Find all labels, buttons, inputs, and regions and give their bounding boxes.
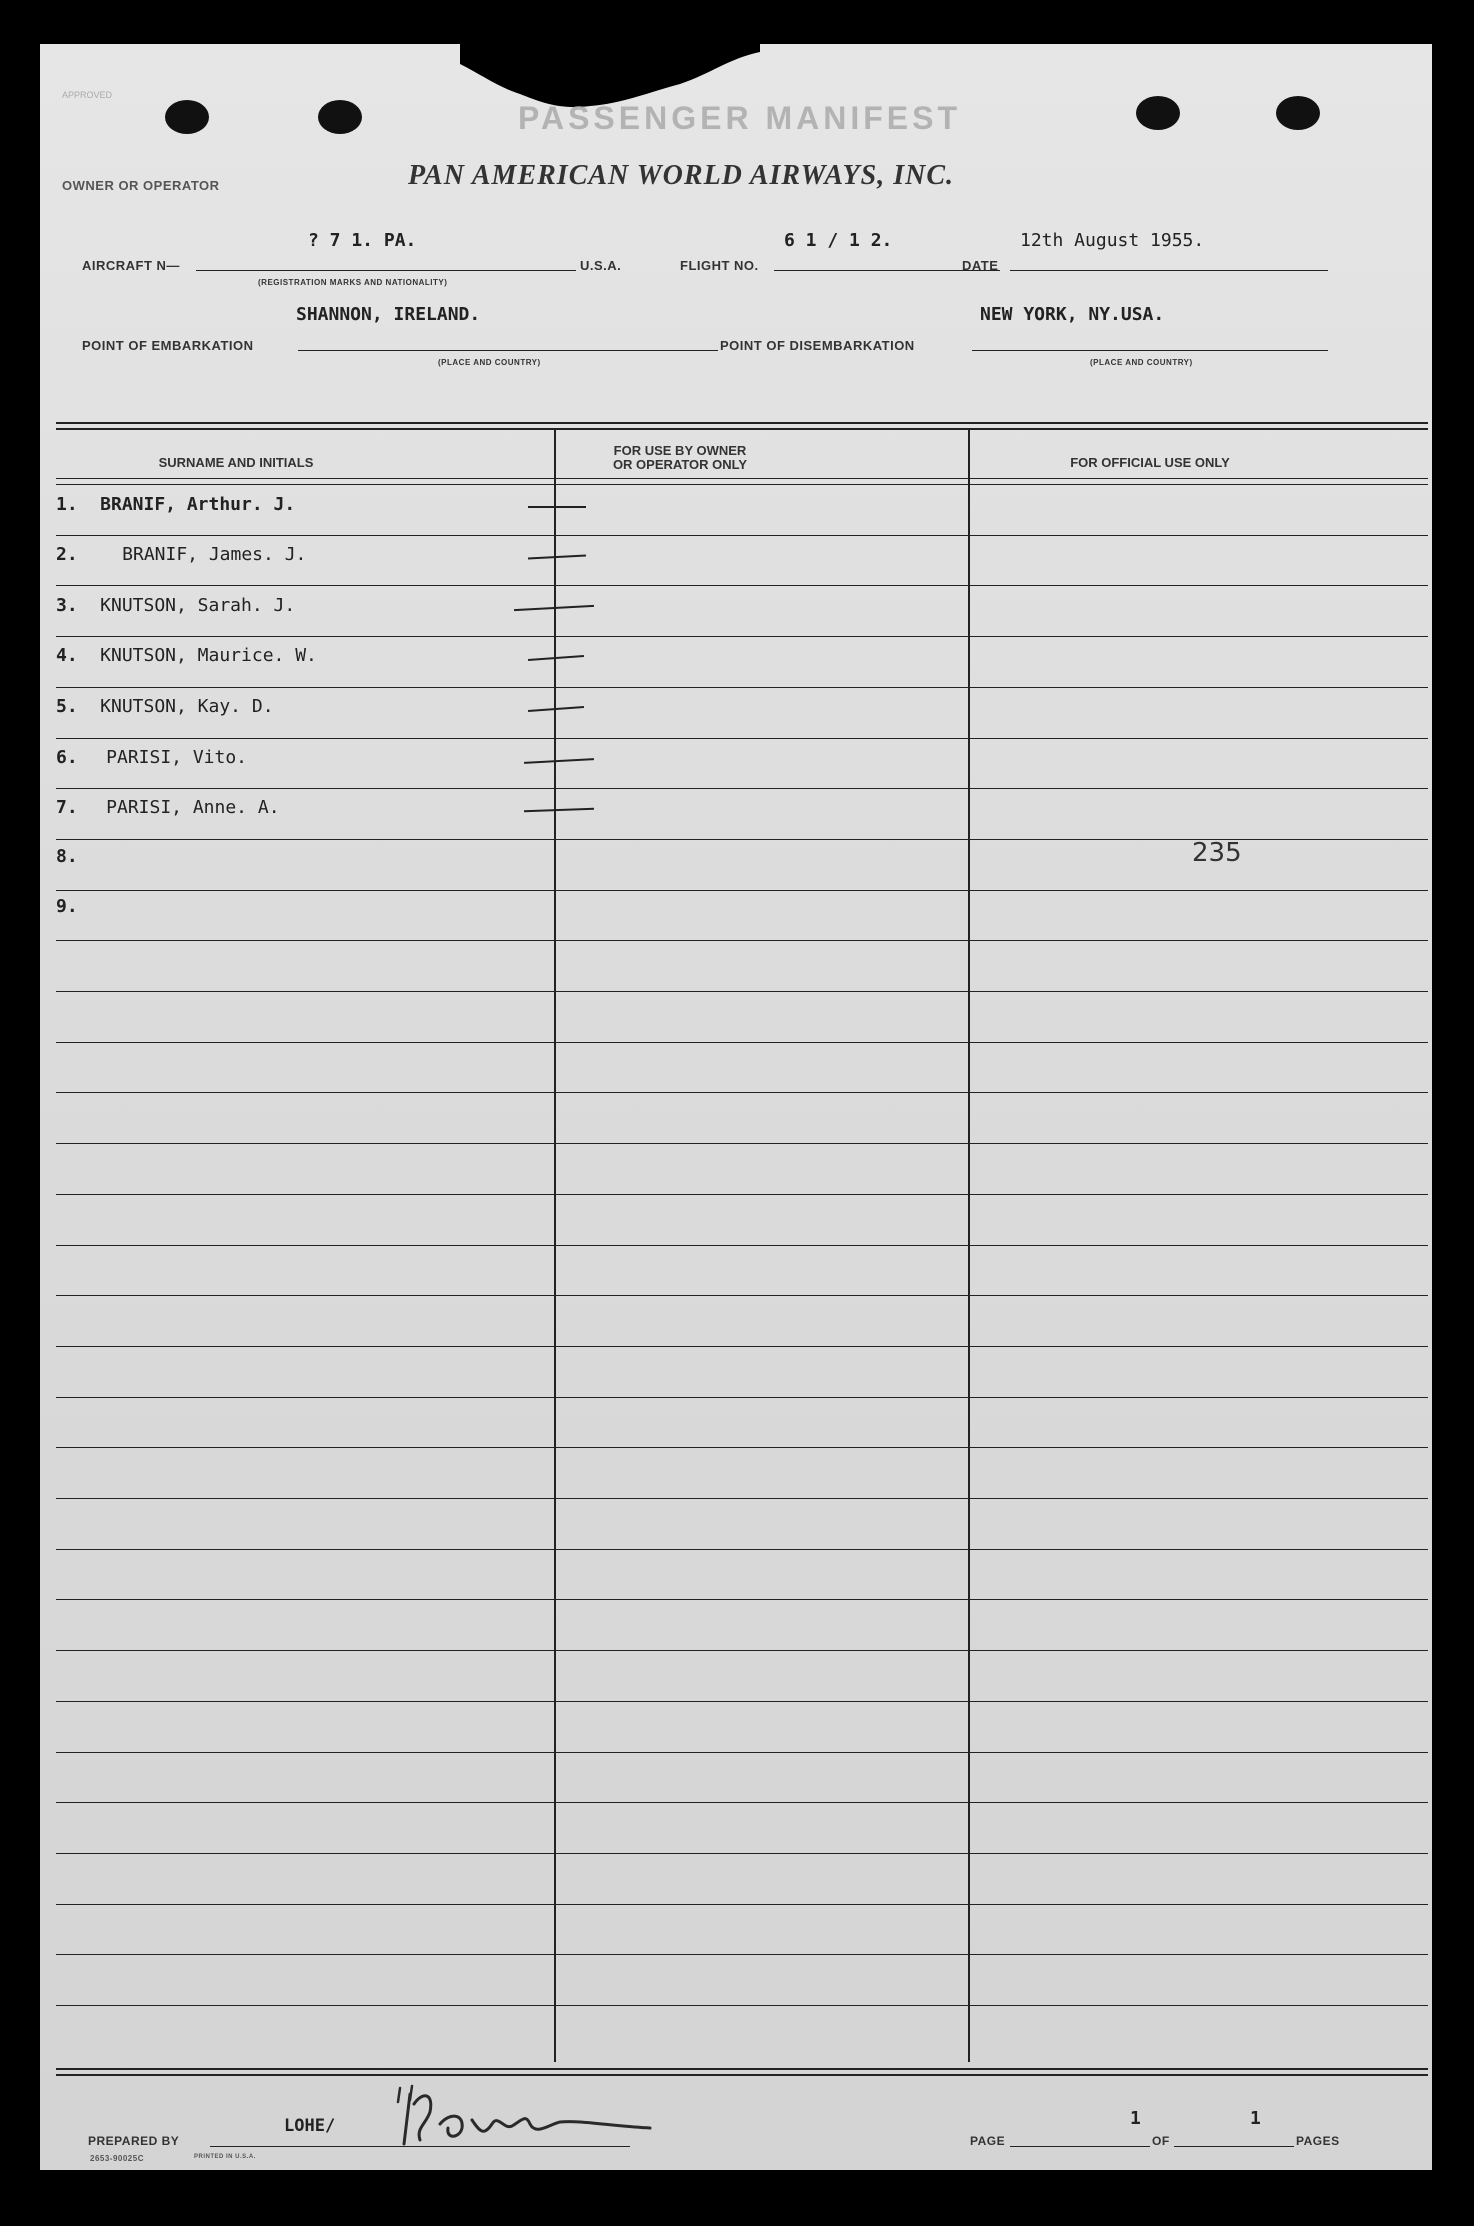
disembarkation-line <box>972 350 1328 351</box>
row-rule <box>56 1904 1428 1905</box>
column-header-surname: SURNAME AND INITIALS <box>158 455 314 470</box>
row-rule <box>56 1346 1428 1347</box>
row-rule <box>56 1802 1428 1803</box>
row-rule <box>56 1447 1428 1448</box>
passenger-name: PARISI, Vito. <box>106 747 248 768</box>
row-rule <box>56 1701 1428 1702</box>
embarkation-label: POINT OF EMBARKATION <box>82 338 254 353</box>
embarkation-sub-label: (PLACE AND COUNTRY) <box>438 358 541 367</box>
row-rule <box>56 1143 1428 1144</box>
of-line <box>1174 2146 1294 2147</box>
passenger-number: 4. <box>56 645 78 666</box>
check-mark <box>524 808 594 812</box>
date-value: 12th August 1955. <box>1020 230 1205 251</box>
handwritten-signature <box>380 2084 700 2164</box>
column-divider <box>554 430 556 2062</box>
column-header-owner-line1: FOR USE BY OWNER <box>613 443 747 458</box>
passenger-row <box>56 494 295 515</box>
row-rule <box>56 1194 1428 1195</box>
passenger-name: KNUTSON, Sarah. J. <box>100 595 296 616</box>
embarkation-value: SHANNON, IRELAND. <box>296 304 481 325</box>
page-line <box>1010 2146 1150 2147</box>
passenger-name: BRANIF, Arthur. J. <box>100 494 296 515</box>
table-bottom-rule <box>56 2068 1428 2070</box>
passenger-row <box>56 544 306 565</box>
prepared-by-value: LOHE/ <box>284 2116 336 2136</box>
passenger-name: KNUTSON, Kay. D. <box>100 696 274 717</box>
passenger-number: 3. <box>56 595 78 616</box>
form-title: PASSENGER MANIFEST <box>518 100 961 136</box>
check-mark <box>528 554 586 559</box>
aircraft-label: AIRCRAFT N— <box>82 258 180 273</box>
passenger-row <box>56 696 274 717</box>
passenger-name: PARISI, Anne. A. <box>106 797 280 818</box>
of-label: OF <box>1152 2134 1170 2148</box>
flight-value: 6 1 / 1 2. <box>784 230 893 251</box>
row-rule <box>56 788 1428 789</box>
row-rule <box>56 890 1428 891</box>
check-mark <box>528 706 584 712</box>
date-label: DATE <box>962 258 999 273</box>
row-rule <box>56 940 1428 941</box>
header-separator <box>56 478 1428 479</box>
check-mark <box>528 655 584 661</box>
punch-hole <box>1136 96 1180 130</box>
column-header-official: FOR OFFICIAL USE ONLY <box>1070 455 1230 470</box>
passenger-number: 7. <box>56 797 78 818</box>
column-divider <box>968 430 970 2062</box>
passenger-number: 9. <box>56 896 78 917</box>
row-rule <box>56 1752 1428 1753</box>
row-rule <box>56 1549 1428 1550</box>
aircraft-sub-label: (REGISTRATION MARKS AND NATIONALITY) <box>258 278 448 287</box>
disembarkation-sub-label: (PLACE AND COUNTRY) <box>1090 358 1193 367</box>
punch-hole <box>1276 96 1320 130</box>
aircraft-nationality: U.S.A. <box>580 258 622 273</box>
airline-name: PAN AMERICAN WORLD AIRWAYS, INC. <box>408 160 955 191</box>
passenger-row <box>56 595 295 616</box>
row-rule <box>56 636 1428 637</box>
aircraft-value: ? 7 1. PA. <box>308 230 417 251</box>
prepared-by-label: PREPARED BY <box>88 2134 180 2148</box>
official-note: 235 <box>1192 838 1242 868</box>
row-rule <box>56 1599 1428 1600</box>
date-line <box>1010 270 1328 271</box>
passenger-name: KNUTSON, Maurice. W. <box>100 645 317 666</box>
row-rule <box>56 535 1428 536</box>
row-rule <box>56 1954 1428 1955</box>
passenger-row <box>56 645 317 666</box>
prepared-by-line <box>210 2146 630 2147</box>
punch-hole <box>318 100 362 134</box>
row-rule <box>56 1245 1428 1246</box>
passenger-row <box>56 797 280 818</box>
row-rule <box>56 1295 1428 1296</box>
row-rule <box>56 1397 1428 1398</box>
manifest-sheet <box>40 44 1432 2170</box>
row-rule <box>56 738 1428 739</box>
passenger-row <box>56 896 78 917</box>
aircraft-line <box>196 270 576 271</box>
row-rule <box>56 1092 1428 1093</box>
page-label: PAGE <box>970 2134 1006 2148</box>
printed-note: PRINTED IN U.S.A. <box>194 2154 256 2160</box>
passenger-name: BRANIF, James. J. <box>122 544 307 565</box>
row-rule <box>56 687 1428 688</box>
form-number: 2653-90025C <box>90 2154 144 2163</box>
embarkation-line <box>298 350 718 351</box>
pages-label: PAGES <box>1296 2134 1340 2148</box>
row-rule <box>56 2005 1428 2006</box>
table-top-rule <box>56 422 1428 424</box>
row-rule <box>56 1042 1428 1043</box>
row-rule <box>56 991 1428 992</box>
column-header-owner-line2: OR OPERATOR ONLY <box>612 457 748 472</box>
passenger-number: 6. <box>56 747 78 768</box>
passenger-number: 5. <box>56 696 78 717</box>
passenger-row <box>56 846 78 867</box>
disembarkation-value: NEW YORK, NY.USA. <box>980 304 1165 325</box>
row-rule <box>56 585 1428 586</box>
table-top-rule <box>56 428 1428 430</box>
check-mark <box>528 506 586 508</box>
row-rule <box>56 484 1428 485</box>
flight-label: FLIGHT NO. <box>680 258 759 273</box>
disembarkation-label: POINT OF DISEMBARKATION <box>720 338 915 353</box>
table-bottom-rule <box>56 2074 1428 2076</box>
row-rule <box>56 1498 1428 1499</box>
approval-stamp: APPROVED <box>62 90 113 100</box>
passenger-number: 1. <box>56 494 78 515</box>
passenger-row <box>56 747 247 768</box>
row-rule <box>56 1650 1428 1651</box>
passenger-number: 8. <box>56 846 78 867</box>
owner-label: OWNER OR OPERATOR <box>62 178 220 193</box>
row-rule <box>56 1853 1428 1854</box>
punch-hole <box>165 100 209 134</box>
passenger-number: 2. <box>56 544 78 565</box>
check-mark <box>524 758 594 764</box>
pages-value: 1 <box>1250 2108 1261 2129</box>
page-value: 1 <box>1130 2108 1141 2129</box>
